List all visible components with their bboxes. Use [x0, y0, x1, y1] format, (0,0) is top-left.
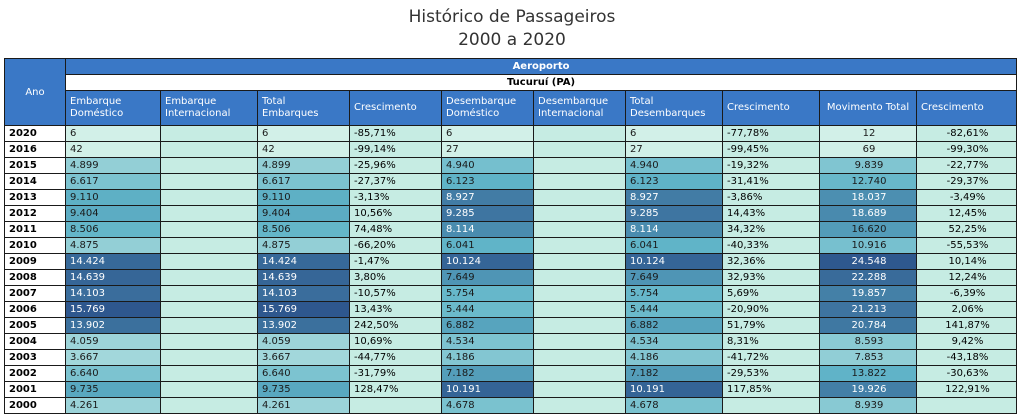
cell-emb-int — [161, 174, 258, 190]
cell-mov: 10.916 — [820, 238, 917, 254]
table-row — [5, 174, 1017, 190]
cell-cresc-emb: 10,69% — [350, 334, 442, 350]
cell-mov: 18.037 — [820, 190, 917, 206]
cell-cresc-emb: -99,14% — [350, 142, 442, 158]
cell-cresc-des: 5,69% — [723, 286, 820, 302]
cell-cresc-des: 117,85% — [723, 382, 820, 398]
cell-emb-dom: 14.103 — [66, 286, 161, 302]
year-cell: 2008 — [5, 270, 66, 286]
year-cell: 2000 — [5, 398, 66, 414]
table-row — [5, 382, 1017, 398]
cell-cresc-mov: -43,18% — [917, 350, 1017, 366]
cell-tot-emb: 13.902 — [258, 318, 350, 334]
cell-cresc-emb: -27,37% — [350, 174, 442, 190]
cell-cresc-mov: 12,45% — [917, 206, 1017, 222]
cell-cresc-des: -99,45% — [723, 142, 820, 158]
cell-tot-emb: 9.404 — [258, 206, 350, 222]
cell-emb-int — [161, 142, 258, 158]
cell-tot-des: 10.191 — [626, 382, 723, 398]
column-header: Embarque Doméstico — [66, 91, 161, 126]
column-header: Crescimento — [350, 91, 442, 126]
cell-des-dom: 4.534 — [442, 334, 534, 350]
page-title: Histórico de Passageiros — [408, 7, 616, 27]
cell-emb-dom: 6.617 — [66, 174, 161, 190]
cell-emb-int — [161, 206, 258, 222]
table-row — [5, 334, 1017, 350]
cell-cresc-emb: -1,47% — [350, 254, 442, 270]
cell-des-int — [534, 206, 626, 222]
cell-tot-des: 5.754 — [626, 286, 723, 302]
cell-cresc-emb: -44,77% — [350, 350, 442, 366]
cell-des-int — [534, 366, 626, 382]
cell-mov: 8.939 — [820, 398, 917, 414]
cell-emb-int — [161, 254, 258, 270]
cell-des-int — [534, 398, 626, 414]
cell-tot-emb: 9.735 — [258, 382, 350, 398]
cell-cresc-mov: 2,06% — [917, 302, 1017, 318]
column-header: Crescimento — [723, 91, 820, 126]
cell-emb-dom: 3.667 — [66, 350, 161, 366]
cell-des-int — [534, 270, 626, 286]
page-subtitle: 2000 a 2020 — [458, 30, 566, 50]
cell-tot-emb: 4.261 — [258, 398, 350, 414]
cell-tot-des: 6 — [626, 126, 723, 142]
cell-emb-dom: 14.424 — [66, 254, 161, 270]
cell-des-dom: 8.114 — [442, 222, 534, 238]
cell-cresc-emb: 13,43% — [350, 302, 442, 318]
table-row — [5, 318, 1017, 334]
cell-emb-int — [161, 158, 258, 174]
cell-tot-des: 6.123 — [626, 174, 723, 190]
cell-cresc-des — [723, 398, 820, 414]
cell-cresc-emb: 242,50% — [350, 318, 442, 334]
cell-cresc-des: -29,53% — [723, 366, 820, 382]
cell-emb-dom: 4.875 — [66, 238, 161, 254]
cell-cresc-mov: -82,61% — [917, 126, 1017, 142]
cell-cresc-emb: -31,79% — [350, 366, 442, 382]
cell-des-dom: 4.186 — [442, 350, 534, 366]
table-row — [5, 350, 1017, 366]
cell-cresc-mov — [917, 398, 1017, 414]
cell-emb-int — [161, 270, 258, 286]
cell-des-dom: 27 — [442, 142, 534, 158]
cell-mov: 69 — [820, 142, 917, 158]
cell-mov: 9.839 — [820, 158, 917, 174]
cell-tot-emb: 3.667 — [258, 350, 350, 366]
cell-tot-emb: 9.110 — [258, 190, 350, 206]
cell-des-int — [534, 126, 626, 142]
cell-cresc-mov: -55,53% — [917, 238, 1017, 254]
cell-tot-emb: 14.103 — [258, 286, 350, 302]
cell-des-int — [534, 142, 626, 158]
cell-tot-emb: 4.875 — [258, 238, 350, 254]
cell-mov: 13.822 — [820, 366, 917, 382]
cell-cresc-des: 32,93% — [723, 270, 820, 286]
cell-tot-des: 10.124 — [626, 254, 723, 270]
cell-des-dom: 10.191 — [442, 382, 534, 398]
year-cell: 2012 — [5, 206, 66, 222]
column-header: Total Desembarques — [626, 91, 723, 126]
cell-des-int — [534, 238, 626, 254]
cell-tot-emb: 14.424 — [258, 254, 350, 270]
cell-des-dom: 7.649 — [442, 270, 534, 286]
cell-tot-emb: 6.640 — [258, 366, 350, 382]
table-row — [5, 158, 1017, 174]
cell-cresc-emb: -85,71% — [350, 126, 442, 142]
cell-mov: 22.288 — [820, 270, 917, 286]
cell-mov: 12.740 — [820, 174, 917, 190]
year-cell: 2003 — [5, 350, 66, 366]
year-cell: 2001 — [5, 382, 66, 398]
year-cell: 2005 — [5, 318, 66, 334]
cell-des-dom: 9.285 — [442, 206, 534, 222]
cell-emb-int — [161, 350, 258, 366]
year-cell: 2015 — [5, 158, 66, 174]
cell-tot-des: 8.927 — [626, 190, 723, 206]
cell-tot-emb: 6 — [258, 126, 350, 142]
table-row — [5, 366, 1017, 382]
cell-cresc-des: 34,32% — [723, 222, 820, 238]
year-cell: 2020 — [5, 126, 66, 142]
cell-des-dom: 6.041 — [442, 238, 534, 254]
cell-des-int — [534, 254, 626, 270]
cell-cresc-des: 14,43% — [723, 206, 820, 222]
cell-cresc-mov: -22,77% — [917, 158, 1017, 174]
cell-tot-des: 7.182 — [626, 366, 723, 382]
cell-tot-des: 6.041 — [626, 238, 723, 254]
cell-des-int — [534, 158, 626, 174]
cell-emb-int — [161, 302, 258, 318]
cell-emb-dom: 9.404 — [66, 206, 161, 222]
cell-des-dom: 10.124 — [442, 254, 534, 270]
column-header: Desembarque Internacional — [534, 91, 626, 126]
cell-des-dom: 6.882 — [442, 318, 534, 334]
cell-emb-int — [161, 318, 258, 334]
cell-emb-int — [161, 222, 258, 238]
cell-des-int — [534, 350, 626, 366]
cell-emb-dom: 9.735 — [66, 382, 161, 398]
cell-emb-dom: 15.769 — [66, 302, 161, 318]
cell-cresc-des: -31,41% — [723, 174, 820, 190]
cell-mov: 7.853 — [820, 350, 917, 366]
cell-des-dom: 6.123 — [442, 174, 534, 190]
cell-mov: 19.926 — [820, 382, 917, 398]
cell-emb-dom: 8.506 — [66, 222, 161, 238]
cell-des-dom: 4.940 — [442, 158, 534, 174]
cell-emb-int — [161, 398, 258, 414]
cell-cresc-mov: 52,25% — [917, 222, 1017, 238]
column-header: Movimento Total — [820, 91, 917, 126]
cell-tot-des: 5.444 — [626, 302, 723, 318]
cell-mov: 20.784 — [820, 318, 917, 334]
year-cell: 2002 — [5, 366, 66, 382]
cell-emb-int — [161, 382, 258, 398]
cell-tot-emb: 4.059 — [258, 334, 350, 350]
cell-mov: 12 — [820, 126, 917, 142]
year-cell: 2004 — [5, 334, 66, 350]
year-cell: 2006 — [5, 302, 66, 318]
year-cell: 2007 — [5, 286, 66, 302]
cell-cresc-emb: -66,20% — [350, 238, 442, 254]
cell-tot-des: 27 — [626, 142, 723, 158]
year-cell: 2009 — [5, 254, 66, 270]
cell-tot-emb: 6.617 — [258, 174, 350, 190]
cell-cresc-mov: 122,91% — [917, 382, 1017, 398]
cell-cresc-mov: 141,87% — [917, 318, 1017, 334]
table-row — [5, 222, 1017, 238]
cell-emb-dom: 4.059 — [66, 334, 161, 350]
table-row — [5, 126, 1017, 142]
cell-cresc-mov: -99,30% — [917, 142, 1017, 158]
cell-mov: 8.593 — [820, 334, 917, 350]
table-row — [5, 190, 1017, 206]
cell-cresc-des: -77,78% — [723, 126, 820, 142]
header-airport: Aeroporto — [66, 59, 1017, 75]
cell-cresc-emb: 10,56% — [350, 206, 442, 222]
cell-tot-emb: 14.639 — [258, 270, 350, 286]
cell-emb-dom: 13.902 — [66, 318, 161, 334]
cell-des-dom: 4.678 — [442, 398, 534, 414]
cell-cresc-des: -20,90% — [723, 302, 820, 318]
cell-des-int — [534, 318, 626, 334]
cell-des-int — [534, 302, 626, 318]
column-header: Total Embarques — [258, 91, 350, 126]
cell-cresc-emb: -3,13% — [350, 190, 442, 206]
cell-cresc-emb: -25,96% — [350, 158, 442, 174]
cell-des-int — [534, 222, 626, 238]
cell-emb-dom: 4.899 — [66, 158, 161, 174]
cell-emb-dom: 14.639 — [66, 270, 161, 286]
cell-des-int — [534, 334, 626, 350]
cell-tot-emb: 42 — [258, 142, 350, 158]
table-row — [5, 302, 1017, 318]
table-row — [5, 142, 1017, 158]
cell-tot-emb: 15.769 — [258, 302, 350, 318]
cell-des-dom: 6 — [442, 126, 534, 142]
cell-cresc-des: -19,32% — [723, 158, 820, 174]
year-cell: 2013 — [5, 190, 66, 206]
cell-cresc-des: 51,79% — [723, 318, 820, 334]
table-row — [5, 270, 1017, 286]
cell-cresc-mov: -29,37% — [917, 174, 1017, 190]
cell-tot-des: 9.285 — [626, 206, 723, 222]
cell-emb-int — [161, 286, 258, 302]
cell-tot-des: 4.186 — [626, 350, 723, 366]
table-row — [5, 254, 1017, 270]
cell-emb-int — [161, 366, 258, 382]
cell-cresc-emb: 128,47% — [350, 382, 442, 398]
header-ano: Ano — [5, 59, 66, 126]
cell-mov: 19.857 — [820, 286, 917, 302]
cell-tot-emb: 4.899 — [258, 158, 350, 174]
cell-cresc-des: -3,86% — [723, 190, 820, 206]
table-row — [5, 206, 1017, 222]
year-cell: 2011 — [5, 222, 66, 238]
cell-mov: 16.620 — [820, 222, 917, 238]
cell-tot-emb: 8.506 — [258, 222, 350, 238]
table-row — [5, 238, 1017, 254]
cell-des-int — [534, 174, 626, 190]
cell-mov: 18.689 — [820, 206, 917, 222]
year-cell: 2010 — [5, 238, 66, 254]
cell-emb-dom: 6.640 — [66, 366, 161, 382]
cell-emb-dom: 9.110 — [66, 190, 161, 206]
passenger-table — [4, 58, 1017, 414]
cell-des-dom: 7.182 — [442, 366, 534, 382]
cell-mov: 24.548 — [820, 254, 917, 270]
cell-cresc-des: -41,72% — [723, 350, 820, 366]
cell-emb-dom: 42 — [66, 142, 161, 158]
cell-cresc-mov: -30,63% — [917, 366, 1017, 382]
cell-cresc-des: 8,31% — [723, 334, 820, 350]
cell-des-dom: 8.927 — [442, 190, 534, 206]
cell-cresc-mov: 9,42% — [917, 334, 1017, 350]
year-cell: 2016 — [5, 142, 66, 158]
year-cell: 2014 — [5, 174, 66, 190]
cell-cresc-mov: -6,39% — [917, 286, 1017, 302]
table-row — [5, 398, 1017, 414]
cell-cresc-des: -40,33% — [723, 238, 820, 254]
cell-cresc-emb — [350, 398, 442, 414]
cell-tot-des: 4.678 — [626, 398, 723, 414]
cell-emb-int — [161, 238, 258, 254]
cell-cresc-des: 32,36% — [723, 254, 820, 270]
cell-cresc-mov: 12,24% — [917, 270, 1017, 286]
column-header: Desembarque Doméstico — [442, 91, 534, 126]
cell-emb-dom: 4.261 — [66, 398, 161, 414]
cell-cresc-mov: -3,49% — [917, 190, 1017, 206]
cell-cresc-emb: 74,48% — [350, 222, 442, 238]
cell-tot-des: 8.114 — [626, 222, 723, 238]
table-row — [5, 286, 1017, 302]
header-city: Tucuruí (PA) — [66, 75, 1017, 91]
cell-emb-int — [161, 126, 258, 142]
cell-tot-des: 7.649 — [626, 270, 723, 286]
cell-cresc-mov: 10,14% — [917, 254, 1017, 270]
cell-tot-des: 4.940 — [626, 158, 723, 174]
cell-des-int — [534, 382, 626, 398]
column-header: Crescimento — [917, 91, 1017, 126]
cell-emb-int — [161, 334, 258, 350]
cell-des-int — [534, 286, 626, 302]
cell-des-int — [534, 190, 626, 206]
cell-cresc-emb: -10,57% — [350, 286, 442, 302]
cell-emb-dom: 6 — [66, 126, 161, 142]
cell-tot-des: 6.882 — [626, 318, 723, 334]
cell-emb-int — [161, 190, 258, 206]
cell-mov: 21.213 — [820, 302, 917, 318]
cell-des-dom: 5.444 — [442, 302, 534, 318]
cell-tot-des: 4.534 — [626, 334, 723, 350]
column-header: Embarque Internacional — [161, 91, 258, 126]
cell-des-dom: 5.754 — [442, 286, 534, 302]
cell-cresc-emb: 3,80% — [350, 270, 442, 286]
